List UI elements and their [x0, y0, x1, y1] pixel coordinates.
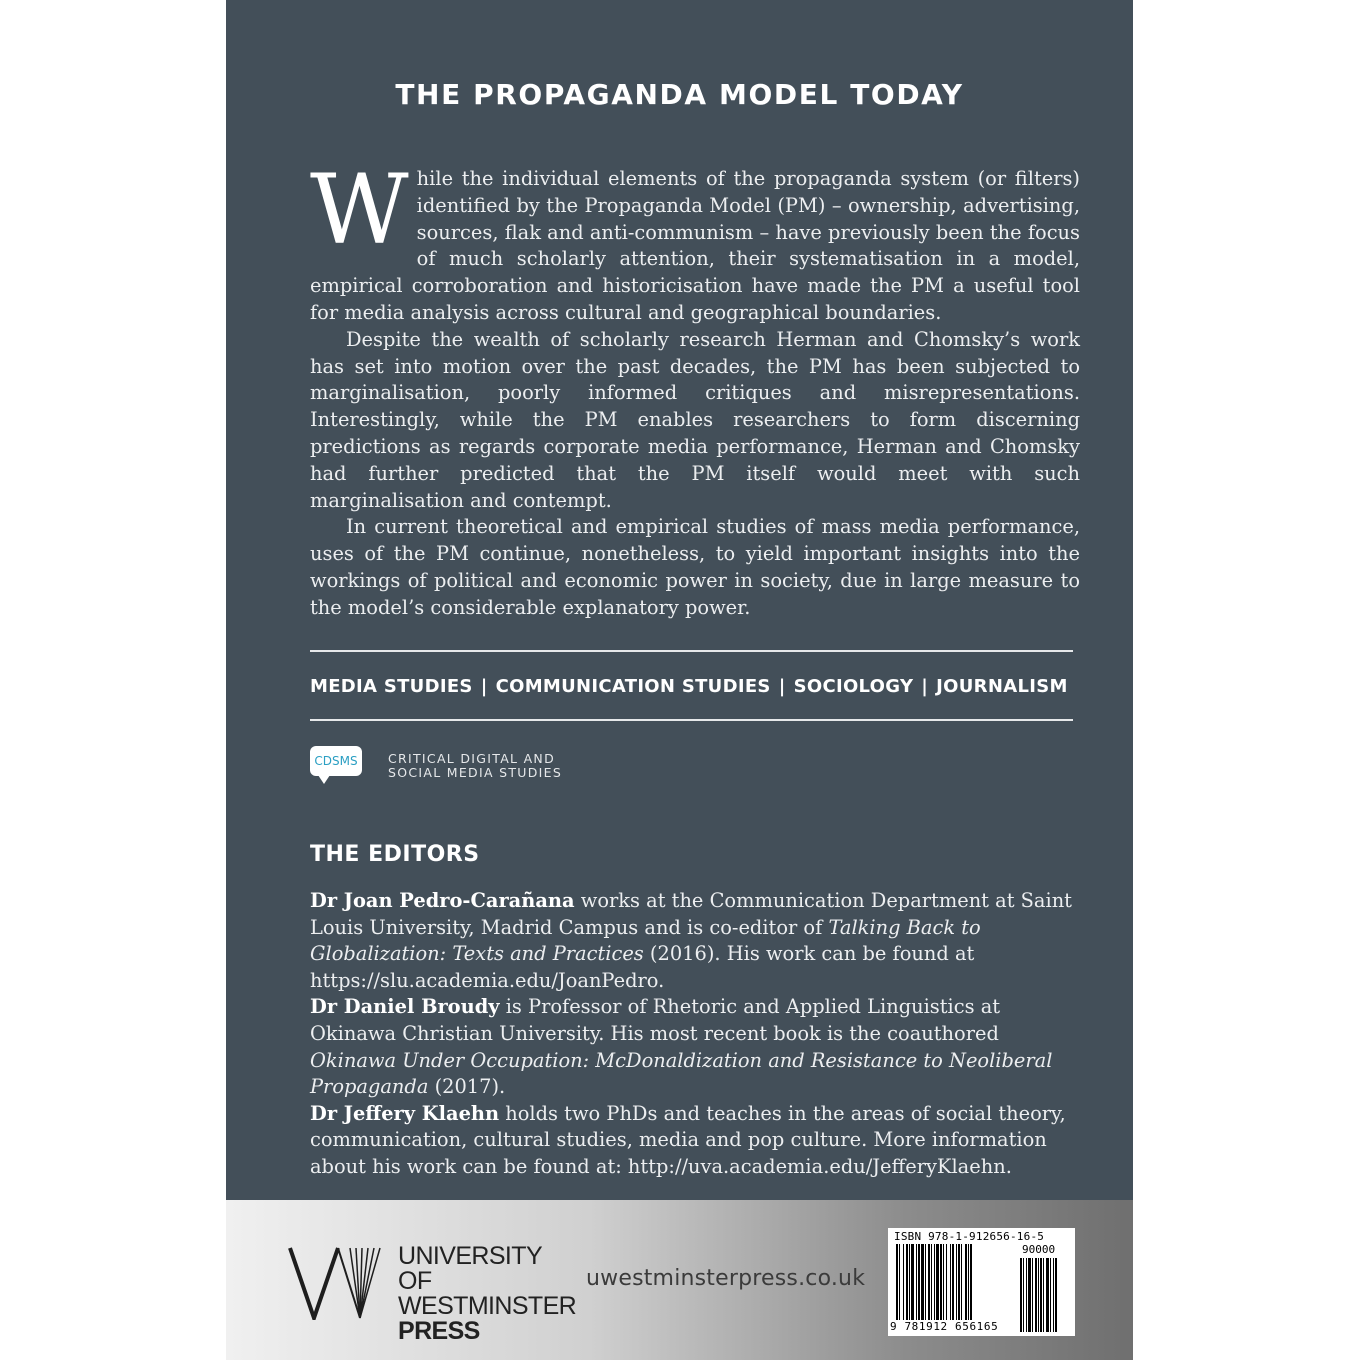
speech-bubble-tail-icon — [316, 772, 332, 784]
divider-top — [310, 650, 1073, 652]
book-title: Okinawa Under Occupation: McDonaldization and Resistance to Neoliberal Propaganda — [310, 1048, 1053, 1099]
editor-bio-3 — [310, 1101, 1080, 1181]
publisher-name-line-1: UNIVERSITY OF — [398, 1242, 542, 1295]
editor-bio-text: (2016). His work can be found at https://slu.academia.edu/JoanPedro. — [310, 942, 975, 992]
publisher-name-line-2: WESTMINSTER — [398, 1292, 577, 1320]
publisher-name — [398, 1242, 577, 1345]
price-addon-number: 90000 — [1022, 1243, 1056, 1256]
editor-bio-text: (2017). — [428, 1075, 506, 1099]
editor-bio-text: is Professor of Rhetoric and Applied Linguistics at Okinawa Christian University. His most recent book is the coauthored — [310, 995, 1001, 1045]
back-cover — [226, 0, 1133, 1360]
blurb-paragraph-3: In current theoretical and empirical studies of mass media performance, uses of the PM continue, nonetheless, to yield important insights into the workings of political and economic power in society, due in large measure to the model’s considerable explanatory power. — [310, 515, 1080, 619]
editor-bio-1 — [310, 888, 1080, 994]
cover-title: THE PROPAGANDA MODEL TODAY — [395, 78, 964, 111]
publisher-website[interactable]: uwestminsterpress.co.uk — [586, 1266, 866, 1291]
speech-bubble-icon: CDSMS — [310, 746, 362, 776]
series-name-line-2: SOCIAL MEDIA STUDIES — [388, 765, 563, 780]
editor-bio-2 — [310, 994, 1080, 1100]
book-title: Talking Back to Globalization: Texts and Practices — [310, 915, 981, 966]
subject-media-studies: MEDIA STUDIES — [310, 676, 473, 697]
subject-separator: | — [921, 676, 929, 697]
series-name — [388, 752, 608, 780]
editors-heading: THE EDITORS — [310, 842, 480, 867]
blurb-paragraph-2: Despite the wealth of scholarly research Herman and Chomsky’s work has set into motion over the past decades, the PM has been subjected to marginalisation, poorly informed critiques and misrepresentations. Interestingly, while the PM enables researchers to form discerning predictions as regards corporate media performance, Herman and Chomsky had further predicted that the PM itself would meet with such marginalisation and contempt. — [310, 327, 1080, 512]
publisher-name-line-3: PRESS — [398, 1317, 480, 1345]
isbn-number: ISBN 978-1-912656-16-5 — [894, 1230, 1045, 1243]
editor-name-3: Dr Jeffery Klaehn — [310, 1101, 500, 1125]
editor-bio-text: works at the Communication Department at Saint Louis University, Madrid Campus and is co-editor of — [310, 889, 1072, 939]
subject-sociology: SOCIOLOGY — [793, 676, 914, 697]
editor-name-2: Dr Daniel Broudy — [310, 995, 500, 1019]
series-logo — [310, 746, 610, 796]
blurb — [310, 154, 1080, 622]
subject-separator: | — [480, 676, 488, 697]
subject-journalism: JOURNALISM — [936, 676, 1068, 697]
blurb-paragraph-1-text: hile the individual elements of the propaganda system (or filters) identified by the Propaganda Model (PM) – ownership, advertising, sources, flak and anti-communism – have previously been the focus of much scholarly attention, their systematisation in a model, empirical corroboration and historicisation have made the PM a useful tool for media analysis across cultural and geographical boundaries. — [310, 167, 1080, 324]
subject-separator: | — [778, 676, 786, 697]
editors-bios — [310, 888, 1080, 1181]
publisher-footer — [226, 1200, 1133, 1360]
westminster-w-logo-icon — [288, 1244, 384, 1320]
series-name-line-1: CRITICAL DIGITAL AND — [388, 751, 556, 766]
divider-bottom — [310, 719, 1073, 721]
subject-categories — [310, 676, 1068, 697]
editor-bio-text: holds two PhDs and teaches in the areas of social theory, communication, cultural studies, media and pop culture. More information about his work can be found at: http://uva.academia.edu/JefferyKlaehn. — [310, 1101, 1066, 1178]
isbn-barcode — [888, 1228, 1075, 1336]
subject-communication-studies: COMMUNICATION STUDIES — [495, 676, 771, 697]
drop-cap: W — [310, 154, 409, 266]
ean-number: 9 781912 656165 — [890, 1320, 999, 1333]
blurb-paragraph-1 — [310, 154, 1080, 327]
editor-name-1: Dr Joan Pedro-Carañana — [310, 889, 575, 912]
